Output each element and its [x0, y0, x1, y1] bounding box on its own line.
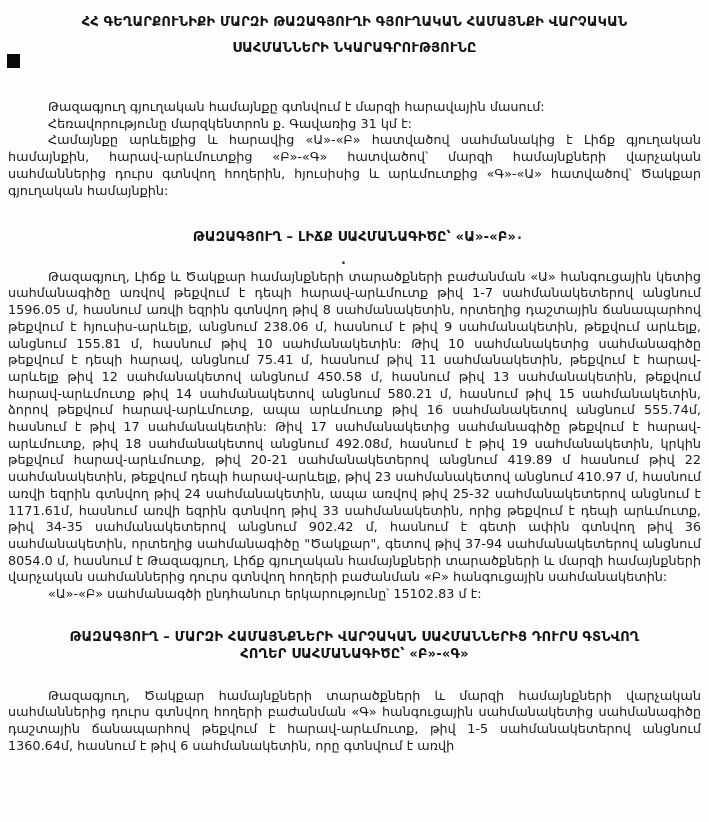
intro-distance-paragraph: Հեռավորությունը մարզկենտրոն ք. Գավառից 31 կմ է:	[48, 116, 412, 132]
scan-speck: .	[517, 228, 522, 243]
section2-heading	[8, 629, 701, 664]
intro-neighbors-paragraph: Համայնքը արևելքից և հարավից «Ա»-«Բ» հատվածով սահմանակից է Լիճք գյուղական համայնքին, հարավ-արևմուտքից «Բ»-«Գ» հատվածով՝ մարզի համայնքների վարչական սահմաններից դուրս գտնվող հողերին, հյուսիսից և արևմուտքից «Գ»-«Ա» հատվածով՝ Ծակքար գյուղական համայնքին:	[8, 133, 701, 199]
section1-heading: ԹԱԶԱԳՅՈՒՂ – ԼԻՃՔ ՍԱՀՄԱՆԱԳԻԾԸ՝ «Ա»-«Բ»	[192, 230, 517, 246]
document-title-line2: ՍԱՀՄԱՆՆԵՐԻ ՆԿԱՐԱԳՐՈՒԹՅՈՒՆԸ	[232, 41, 477, 56]
scan-ink-mark	[7, 54, 20, 68]
section2-heading-line2: ՀՈՂԵՐ ՍԱՀՄԱՆԱԳԻԾԸ՝ «Բ»-«Գ»	[240, 647, 469, 663]
section1-boundary-description: Թազագյուղ, Լիճք և Ծակքար համայնքների տարածքների բաժանման «Ա» հանգուցային կետից սահմանագիծը առվով թեքվում է դեպի հարավ-արևմուտք թիվ 1-7 սահմանակետերով անցնում 1596.05 մ, հասնում առվի եզրին գտնվող թիվ 8 սահմանակետին, որտեղից դաշտային ճանապարհով թեքվում է հյուսիս-արևելք, անցնում 238.06 մ, հասնում է թիվ 9 սահմանակետին, թեքվում արևելք, անցնում 155.81 մ, հասնում թիվ 10 սահմանակետին: Թիվ 10 սահմանակետից սահմանագիծը թեքվում է դեպի հարավ, անցնում 75.41 մ, հասնում թիվ 11 սահմանակետին, թեքվում է հարավ-արևելք թիվ 12 սահմանակետով անցնում 450.58 մ, հասնում թիվ 13 սահմանակետին, թեքվում հարավ-արևմուտք թիվ 14 սահմանակետով անցնում 580.21 մ, հասնում թիվ 15 սահմանակետին, ձորով թեքվում հարավ-արևմուտք, ապա արևմուտք թիվ 16 սահմանակետով անցնում 555.74մ, հասնում է թիվ 17 սահմանակետին: Թիվ 17 սահմանակետից սահմանագիծը թեքվում է հարավ-արևմուտք, թիվ 18 սահմանակետով անցնում 492.08մ, հասնում է թիվ 19 սահմանակետին, կրկին թեքվում հարավ-արևմուտք, թիվ 20-21 սահմանակետերով անցնում 419.89 մ հասնում թիվ 22 սահմանակետին, թեքվում դեպի հարավ-արևելք, թիվ 23 սահմանակետով անցնում 410.97 մ, հասնում առվի եզրին գտնվող թիվ 24 սահմանակետին, ապա առվով թիվ 25-32 սահմանակետերով անցնում է 1171.61մ, հասնում առվի եզրին գտնվող թիվ 33 սահմանակետին, որից թեքվում է դեպի արևմուտք, թիվ 34-35 սահմանակետերով անցնում 902.42 մ, հասնում է գետի ափին գտնվող թիվ 36 սահմանակետին, որտեղից սահմանագիծը "Ծակքար", գետով թիվ 37-94 սահմանակետերով անցնում 8054.0 մ, հասնում է Թազագյուղ, Լիճք գյուղական համայնքների տարածքների և մարզի համայնքների վարչական սահմաններից դուրս գտնվող հողերի բաժանման «Բ» հանգուցային սահմանակետին:	[8, 269, 701, 586]
document-title	[8, 10, 701, 62]
section1-total-length: «Ա»-«Բ» սահմանագծի ընդհանուր երկարությունը՝ 15102.83 մ է:	[48, 587, 482, 603]
intro-location-paragraph: Թազագյուղ գյուղական համայնքը գտնվում է մարզի հարավային մասում:	[48, 100, 545, 115]
document-title-line1: ՀՀ ԳԵՂԱՐՔՈՒՆԻՔԻ ՄԱՐԶԻ ԹԱԶԱԳՅՈՒՂԻ ԳՅՈՒՂԱԿԱՆ ՀԱՄԱՅՆՔԻ ՎԱՐՉԱԿԱՆ	[81, 15, 628, 30]
section2-boundary-description: Թազագյուղ, Ծակքար համայնքների տարածքների և մարզի համայնքների վարչական սահմաններից դուրս գտնվող հողերի բաժանման «Գ» հանգուցային սահմանակետից սահմանագիծը դաշտային ճանապարհով թեքվում է հարավ-արևմուտք, թիվ 1-5 սահմանակետերով անցնում 1360.64մ, հասնում է թիվ 6 սահմանակետին, որը գտնվում է առվի	[8, 688, 701, 754]
scan-speck: .	[341, 253, 346, 268]
section2-heading-line1: ԹԱԶԱԳՅՈՒՂ – ՄԱՐԶԻ ՀԱՄԱՅՆՔՆԵՐԻ ՎԱՐՉԱԿԱՆ ՍԱՀՄԱՆՆԵՐԻՑ ԴՈՒՐՍ ԳՏՆՎՈՂ	[69, 629, 640, 645]
